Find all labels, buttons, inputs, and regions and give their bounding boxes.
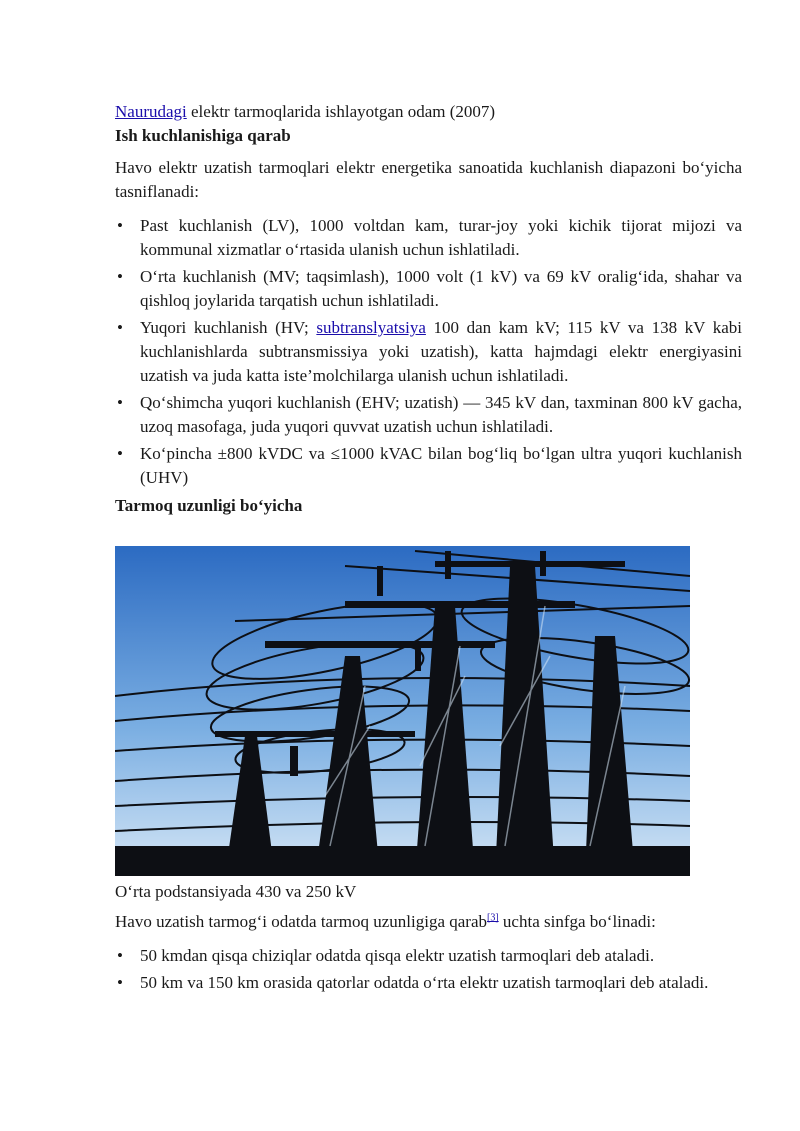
length-section-heading: Tarmoq uzunligi bo‘yicha [115,496,303,515]
document-body [115,100,742,999]
reference-3-link[interactable]: [3] [487,912,499,924]
bullet-icon: • [117,946,123,965]
list-item: • Yuqori kuchlanish (HV; subtranslyatsiya 100 dan kam kV; 115 kV va 138 kV kabi kuchlanishlarda subtransmissiya yoki uzatish), katta hajmdagi elektr energiyasini uzatish va juda katta iste’molchilarga ulanish uchun ishlatiladi. [117,318,742,385]
bullet-icon: • [117,318,123,337]
naurudagi-link[interactable]: Naurudagi [115,102,187,121]
voltage-class-list [115,214,742,490]
figure-caption: O‘rta podstansiyada 430 va 250 kV [115,882,357,901]
list-item: • Past kuchlanish (LV), 1000 voltdan kam, turar-joy yoki kichik tijorat mijozi va kommunal xizmatlar o‘rtasida ulanish uchun ishlatiladi. [117,216,742,259]
bullet-icon: • [117,444,123,463]
subtranslyatsiya-link[interactable]: subtranslyatsiya [316,318,426,337]
bullet-icon: • [117,267,123,286]
length-intro-paragraph: Havo uzatish tarmog‘i odatda tarmoq uzunligiga qarab[3] uchta sinfga bo‘linadi: [115,912,656,931]
voltage-section-heading: Ish kuchlanishiga qarab [115,126,291,145]
bullet-icon: • [117,216,123,235]
list-item: • 50 kmdan qisqa chiziqlar odatda qisqa elektr uzatish tarmoqlari deb ataladi. [115,944,742,968]
substation-photo [115,546,690,876]
voltage-intro-paragraph: Havo elektr uzatish tarmoqlari elektr energetika sanoatida kuchlanish diapazoni bo‘yicha tasniflanadi: [115,158,742,201]
list-item: • Ko‘pincha ±800 kVDC va ≤1000 kVAC bilan bog‘liq bo‘lgan ultra yuqori kuchlanish (UHV) [117,444,742,487]
top-caption-text: elektr tarmoqlarida ishlayotgan odam (2007) [186,102,496,121]
top-image-caption [115,100,742,124]
bullet-icon: • [117,393,123,412]
list-item: • 50 km va 150 km orasida qatorlar odatda o‘rta elektr uzatish tarmoqlari deb ataladi. [115,971,742,995]
length-class-list [115,944,742,995]
list-item: • O‘rta kuchlanish (MV; taqsimlash), 1000 volt (1 kV) va 69 kV oralig‘ida, shahar va qishloq joylarida tarqatish uchun ishlatiladi. [117,267,742,310]
bullet-icon: • [117,973,123,992]
list-item: • Qo‘shimcha yuqori kuchlanish (EHV; uzatish) — 345 kV dan, taxminan 800 kV gacha, uzoq masofaga, juda yuqori quvvat uzatish uchun ishlatiladi. [117,393,742,436]
